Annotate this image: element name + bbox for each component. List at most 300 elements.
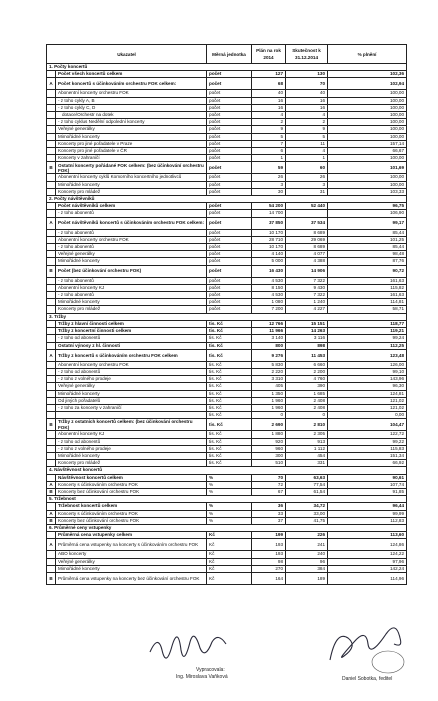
row-actual: 2 810 (286, 419, 328, 431)
row-label: Veřejné generálky (56, 126, 207, 133)
row-label: Počet (bez účinkování orchestru FOK) (56, 265, 207, 277)
row-label: Koncerty s účinkováním orchestru FOK (56, 510, 207, 517)
row-actual: 913 (286, 438, 328, 445)
row-actual: 63,63 (286, 474, 328, 481)
table-row (47, 299, 407, 306)
group-letter (47, 236, 56, 243)
row-plan: 70 (252, 474, 286, 481)
table-row (47, 335, 407, 342)
group-letter (47, 431, 56, 438)
group-letter (47, 299, 56, 306)
group-letter (47, 412, 56, 419)
row-label: Mimořádné koncerty (56, 258, 207, 265)
row-percent: 124,86 (328, 539, 407, 551)
row-actual: 34,72 (286, 503, 328, 510)
row-plan: 54 200 (252, 203, 286, 210)
row-percent: 100,00 (328, 119, 407, 126)
row-percent: 161,63 (328, 277, 407, 284)
row-label: Tržby z ostatních koncertů celkem: (bez účinkování orchestru FOK) (56, 419, 207, 431)
row-actual: 1 (286, 155, 328, 162)
row-actual (286, 210, 328, 217)
prepared-label: Vypracovala: (196, 667, 225, 673)
office-stamp (372, 651, 404, 673)
group-letter (47, 335, 56, 342)
row-plan: 4 (252, 112, 286, 119)
row-plan: 300 (252, 452, 286, 459)
row-plan: 68 (252, 78, 286, 90)
row-percent: 85,44 (328, 244, 407, 251)
row-plan: 16 (252, 97, 286, 104)
row-percent: 104,47 (328, 419, 407, 431)
row-plan: 2 220 (252, 368, 286, 375)
group-letter (47, 558, 56, 565)
group-letter (47, 284, 56, 291)
row-percent: 100,00 (328, 90, 407, 97)
row-actual: 7 322 (286, 292, 328, 299)
row-actual: 240 (286, 551, 328, 558)
row-unit: počet (207, 210, 252, 217)
row-unit: počet (207, 112, 252, 119)
group-letter: A (47, 510, 56, 517)
row-actual: 331 (286, 460, 328, 467)
row-unit: tis. Kč (207, 452, 252, 459)
group-letter (47, 251, 56, 258)
row-actual: 31 (286, 188, 328, 195)
row-plan: 5 000 (252, 258, 286, 265)
group-letter (47, 383, 56, 390)
group-letter (47, 376, 56, 383)
row-percent: 98,48 (328, 251, 407, 258)
row-label: Koncerty v zahraničí (56, 155, 207, 162)
table-row (47, 126, 407, 133)
row-actual: 226 (286, 532, 328, 539)
row-unit: tis. Kč (207, 419, 252, 431)
row-percent: 124,81 (328, 390, 407, 397)
group-letter: B (47, 162, 56, 174)
row-label: Průměrná cena vstupenky na koncerty s účinkováním orchestru FOK (56, 539, 207, 551)
table-row (47, 203, 407, 210)
row-actual: 60 (286, 162, 328, 174)
row-plan: 1 960 (252, 404, 286, 411)
group-letter: A (47, 78, 56, 90)
row-plan: 14 700 (252, 210, 286, 217)
section-heading-row (47, 496, 407, 503)
row-plan: 1 960 (252, 397, 286, 404)
row-unit: tis. Kč (207, 349, 252, 361)
row-label: Abonentní koncerty KJ (56, 284, 207, 291)
row-label: Průměrná cena vstupenky na koncerty bez účinkování orchestru FOK (56, 572, 207, 584)
table-row (47, 510, 407, 517)
row-actual: 2 (286, 119, 328, 126)
row-plan: 800 (252, 342, 286, 349)
row-actual: 52 440 (286, 203, 328, 210)
row-label: Počet návštěvníků celkem (56, 203, 207, 210)
table-row (47, 97, 407, 104)
row-plan: 405 (252, 383, 286, 390)
row-percent: 96,30 (328, 383, 407, 390)
section-heading-row (47, 313, 407, 320)
row-unit: počet (207, 277, 252, 284)
table-row (47, 292, 407, 299)
row-label: Tržebnost koncertů celkem (56, 503, 207, 510)
row-actual: 37 534 (286, 217, 328, 229)
row-label: Koncerty bez účinkování orchestru FOK (56, 488, 207, 495)
row-actual: 1 240 (286, 299, 328, 306)
row-percent: 161,63 (328, 292, 407, 299)
row-actual: 70 (286, 78, 328, 90)
row-actual: 4 (286, 112, 328, 119)
group-letter: B (47, 265, 56, 277)
row-unit: počet (207, 217, 252, 229)
row-actual: 26 (286, 174, 328, 181)
row-plan: 5 (252, 133, 286, 140)
row-unit: počet (207, 299, 252, 306)
row-percent: 99,99 (328, 510, 407, 517)
row-unit: Kč (207, 558, 252, 565)
row-plan: 127 (252, 71, 286, 78)
row-unit: % (207, 488, 252, 495)
group-letter (47, 503, 56, 510)
row-unit: počet (207, 133, 252, 140)
table-row (47, 539, 407, 551)
row-label: dotace/Orchestr na dotek (56, 112, 207, 119)
row-label: Koncerty pro jiné pořadatele v Praze (56, 140, 207, 147)
row-unit: počet (207, 203, 252, 210)
row-unit: tis. Kč (207, 320, 252, 327)
row-percent: 90,72 (328, 265, 407, 277)
row-plan: 1 080 (252, 299, 286, 306)
row-unit: počet (207, 71, 252, 78)
header-percent: % plnění (328, 45, 407, 64)
row-plan: 33 (252, 510, 286, 517)
row-plan: 510 (252, 460, 286, 467)
table-row (47, 217, 407, 229)
row-actual: 1 112 (286, 445, 328, 452)
row-unit: Kč (207, 539, 252, 551)
group-letter: A (47, 539, 56, 551)
row-unit: počet (207, 244, 252, 251)
group-letter (47, 361, 56, 368)
row-percent: 115,83 (328, 445, 407, 452)
report-sheet (46, 44, 406, 585)
row-actual: 77,54 (286, 481, 328, 488)
row-actual: 33,00 (286, 510, 328, 517)
row-percent: 115,82 (328, 284, 407, 291)
table-row (47, 210, 407, 217)
group-letter (47, 438, 56, 445)
table-row (47, 431, 407, 438)
row-percent: 103,33 (328, 188, 407, 195)
row-label: Návštěvnost koncertů celkem (56, 474, 207, 481)
row-actual: 3 (286, 181, 328, 188)
row-plan: 1 350 (252, 390, 286, 397)
row-unit: % (207, 481, 252, 488)
row-unit: počet (207, 174, 252, 181)
row-plan: 960 (252, 445, 286, 452)
row-actual: 11 453 (286, 349, 328, 361)
row-actual: 16 (286, 104, 328, 111)
row-unit: tis. Kč (207, 404, 252, 411)
row-actual: 40 (286, 90, 328, 97)
section-heading-row (47, 196, 407, 203)
row-label: Koncerty pro mládež (56, 460, 207, 467)
row-percent: 99,17 (328, 217, 407, 229)
group-letter (47, 397, 56, 404)
row-unit: tis. Kč (207, 445, 252, 452)
row-label: Počet všech koncertů celkem (56, 71, 207, 78)
row-percent: 121,02 (328, 397, 407, 404)
row-plan: 4 530 (252, 292, 286, 299)
table-row (47, 155, 407, 162)
row-unit: počet (207, 148, 252, 155)
row-label: Abonentní koncerty orchestru FOK (56, 236, 207, 243)
row-label: - z toho cykly A, B (56, 97, 207, 104)
header-indicator: Ukazatel (47, 45, 207, 64)
row-unit: tis. Kč (207, 376, 252, 383)
row-actual: 2 200 (286, 368, 328, 375)
row-plan: 5 830 (252, 361, 286, 368)
row-percent: 99,10 (328, 368, 407, 375)
row-plan: 16 (252, 104, 286, 111)
row-plan: 37 (252, 517, 286, 524)
row-label: Mimořádné koncerty (56, 181, 207, 188)
table-row (47, 481, 407, 488)
row-plan: 16 430 (252, 265, 286, 277)
row-actual: 96 (286, 558, 328, 565)
row-label: Počet koncertů s účinkováním orchestru FOK celkem: (56, 78, 207, 90)
row-unit: Kč (207, 565, 252, 572)
group-letter (47, 210, 56, 217)
group-letter: B (47, 488, 56, 495)
row-unit: % (207, 517, 252, 524)
row-label: Ostatní výnosy z hl. činnosti (56, 342, 207, 349)
preparer-signature (150, 636, 226, 658)
row-actual: 9 (286, 126, 328, 133)
row-unit: počet (207, 155, 252, 162)
row-unit: % (207, 510, 252, 517)
group-letter (47, 532, 56, 539)
table-row (47, 284, 407, 291)
group-letter (47, 551, 56, 558)
row-percent: 100,00 (328, 112, 407, 119)
row-label: - z toho abonentů (56, 292, 207, 299)
row-label: Mimořádné koncerty (56, 452, 207, 459)
row-percent: 126,00 (328, 361, 407, 368)
row-actual: 14 906 (286, 265, 328, 277)
row-unit: tis. Kč (207, 335, 252, 342)
row-label: - z toho abonentů (56, 210, 207, 217)
row-percent: 66,67 (328, 148, 407, 155)
row-plan: 67 (252, 488, 286, 495)
row-label: Průměrná cena vstupenky celkem (56, 532, 207, 539)
row-actual: 9 430 (286, 284, 328, 291)
row-percent: 102,36 (328, 71, 407, 78)
row-label: Abonentní koncerty orchestru FOK (56, 361, 207, 368)
row-percent: 90,61 (328, 474, 407, 481)
table-row (47, 558, 407, 565)
row-percent: 100,00 (328, 174, 407, 181)
group-letter (47, 404, 56, 411)
row-percent: 100,00 (328, 133, 407, 140)
row-percent: 85,44 (328, 229, 407, 236)
row-percent: 101,25 (328, 236, 407, 243)
row-unit: počet (207, 181, 252, 188)
row-unit: tis. Kč (207, 328, 252, 335)
header-unit: Měrná jednotka (207, 45, 252, 64)
row-label: - z toho za koncerty v zahraničí (56, 404, 207, 411)
group-letter (47, 306, 56, 313)
group-letter (47, 328, 56, 335)
group-letter (47, 320, 56, 327)
row-unit: počet (207, 97, 252, 104)
row-plan: 1 (252, 155, 286, 162)
row-actual: 61,54 (286, 488, 328, 495)
table-row (47, 181, 407, 188)
row-label: Koncerty pro mládež (56, 188, 207, 195)
group-letter: A (47, 481, 56, 488)
table-row (47, 419, 407, 431)
row-unit: tis. Kč (207, 460, 252, 467)
row-plan: 12 766 (252, 320, 286, 327)
row-unit: počet (207, 188, 252, 195)
row-plan: 59 (252, 162, 286, 174)
row-plan: 40 (252, 90, 286, 97)
row-percent: 119,21 (328, 328, 407, 335)
row-label: - z toho abonentů (56, 244, 207, 251)
row-label: Veřejné generálky (56, 558, 207, 565)
row-actual: 2 305 (286, 431, 328, 438)
table-row (47, 277, 407, 284)
prepared-name: Ing. Miroslava Vaňková (176, 674, 228, 680)
group-letter (47, 258, 56, 265)
table-row (47, 383, 407, 390)
table-row (47, 452, 407, 459)
row-actual: 14 263 (286, 328, 328, 335)
group-letter: A (47, 217, 56, 229)
row-label: Mimořádné koncerty (56, 133, 207, 140)
row-actual: 8 689 (286, 244, 328, 251)
group-letter (47, 126, 56, 133)
table-row (47, 349, 407, 361)
row-label: - z toho z volného prodeje (56, 376, 207, 383)
table-row (47, 445, 407, 452)
row-percent: 121,02 (328, 404, 407, 411)
table-row (47, 368, 407, 375)
row-unit: počet (207, 284, 252, 291)
row-percent: 96,75 (328, 203, 407, 210)
group-letter (47, 229, 56, 236)
section-title: 6. Průměrné ceny vstupenky (47, 524, 407, 531)
row-plan: 164 (252, 572, 286, 584)
row-percent: 123,48 (328, 349, 407, 361)
row-percent: 151,34 (328, 452, 407, 459)
row-plan: 30 (252, 188, 286, 195)
section-title: 4. Návštěvnost koncertů (47, 467, 407, 474)
group-letter (47, 155, 56, 162)
row-unit: Kč (207, 551, 252, 558)
row-percent: 106,90 (328, 210, 407, 217)
row-label: - z toho cykly C, D (56, 104, 207, 111)
row-actual: 384 (286, 565, 328, 572)
section-heading-row (47, 64, 407, 71)
row-percent: 122,72 (328, 431, 407, 438)
group-letter (47, 104, 56, 111)
row-percent: 124,22 (328, 551, 407, 558)
row-actual: 41,75 (286, 517, 328, 524)
row-plan: 8 150 (252, 284, 286, 291)
row-unit: počet (207, 104, 252, 111)
row-plan: 4 530 (252, 277, 286, 284)
group-letter (47, 445, 56, 452)
section-title: 2. Počty návštěvníků (47, 196, 407, 203)
row-plan: 193 (252, 539, 286, 551)
table-row (47, 188, 407, 195)
row-percent: 96,44 (328, 503, 407, 510)
row-percent: 114,96 (328, 572, 407, 584)
row-percent: 100,00 (328, 97, 407, 104)
group-letter (47, 71, 56, 78)
row-label: Mimořádné koncerty (56, 299, 207, 306)
row-label: Abonentní koncerty orchestru FOK (56, 90, 207, 97)
row-plan: 193 (252, 551, 286, 558)
table-row (47, 104, 407, 111)
row-unit: Kč (207, 572, 252, 584)
row-plan: 98 (252, 558, 286, 565)
row-plan: 199 (252, 532, 286, 539)
table-row (47, 361, 407, 368)
row-percent: 112,83 (328, 517, 407, 524)
row-plan: 1 880 (252, 431, 286, 438)
row-plan: 36 (252, 503, 286, 510)
section-heading-row (47, 524, 407, 531)
row-unit: počet (207, 306, 252, 313)
row-plan: 2 690 (252, 419, 286, 431)
row-unit: počet (207, 126, 252, 133)
row-plan: 2 (252, 119, 286, 126)
section-title: 1. Počty koncertů (47, 64, 407, 71)
group-letter (47, 460, 56, 467)
table-row (47, 565, 407, 572)
row-unit: tis. Kč (207, 438, 252, 445)
director-name: Daniel Sobotka, ředitel (342, 676, 393, 682)
row-label: - z toho od abonentů (56, 335, 207, 342)
table-row (47, 133, 407, 140)
table-row (47, 390, 407, 397)
row-percent: 113,60 (328, 532, 407, 539)
row-actual: 4 077 (286, 251, 328, 258)
row-percent: 100,00 (328, 155, 407, 162)
table-row (47, 342, 407, 349)
row-actual: 130 (286, 71, 328, 78)
row-percent: 107,74 (328, 481, 407, 488)
row-plan: 920 (252, 438, 286, 445)
group-letter (47, 474, 56, 481)
row-unit: počet (207, 229, 252, 236)
row-actual: 0 (286, 412, 328, 419)
table-row (47, 306, 407, 313)
table-row (47, 460, 407, 467)
row-unit: tis. Kč (207, 412, 252, 419)
row-percent: 87,76 (328, 258, 407, 265)
row-percent: 114,81 (328, 299, 407, 306)
row-unit: tis. Kč (207, 342, 252, 349)
row-label: Abonentní koncerty cyklů Komorního koncertního jednotlivců (56, 174, 207, 181)
row-plan: 9 (252, 126, 286, 133)
row-unit: tis. Kč (207, 397, 252, 404)
row-percent: 143,96 (328, 376, 407, 383)
group-letter: B (47, 419, 56, 431)
row-actual: 898 (286, 342, 328, 349)
